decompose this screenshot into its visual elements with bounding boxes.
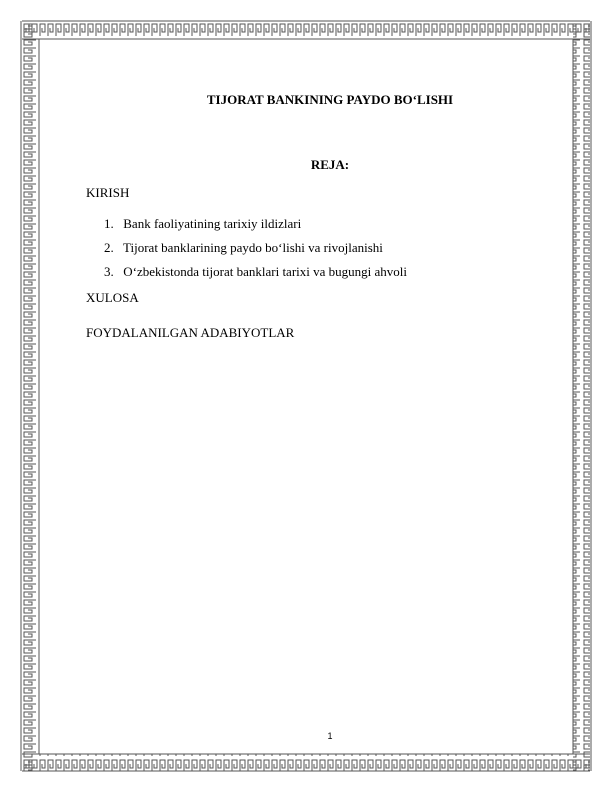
list-item	[104, 240, 407, 264]
conclusion-heading: XULOSA	[86, 290, 139, 305]
plan-list	[104, 216, 407, 288]
page-number: 1	[327, 731, 333, 741]
list-item-text: Tijorat banklarining paydo bo‘lishi va rivojlanishi	[123, 240, 383, 255]
list-item-text: O‘zbekistonda tijorat banklari tarixi va bugungi ahvoli	[123, 264, 408, 279]
list-item-text: Bank faoliyatining tarixiy ildizlari	[123, 216, 302, 231]
intro-heading: KIRISH	[86, 185, 130, 200]
list-item-number: 1.	[104, 216, 114, 231]
list-item	[104, 216, 407, 240]
references-heading: FOYDALANILGAN ADABIYOTLAR	[86, 325, 295, 340]
list-item-number: 3.	[104, 264, 114, 279]
plan-heading: REJA:	[310, 157, 350, 172]
list-item	[104, 264, 407, 288]
list-item-number: 2.	[104, 240, 114, 255]
document-title: TIJORAT BANKINING PAYDO BO‘LISHI	[206, 92, 454, 107]
